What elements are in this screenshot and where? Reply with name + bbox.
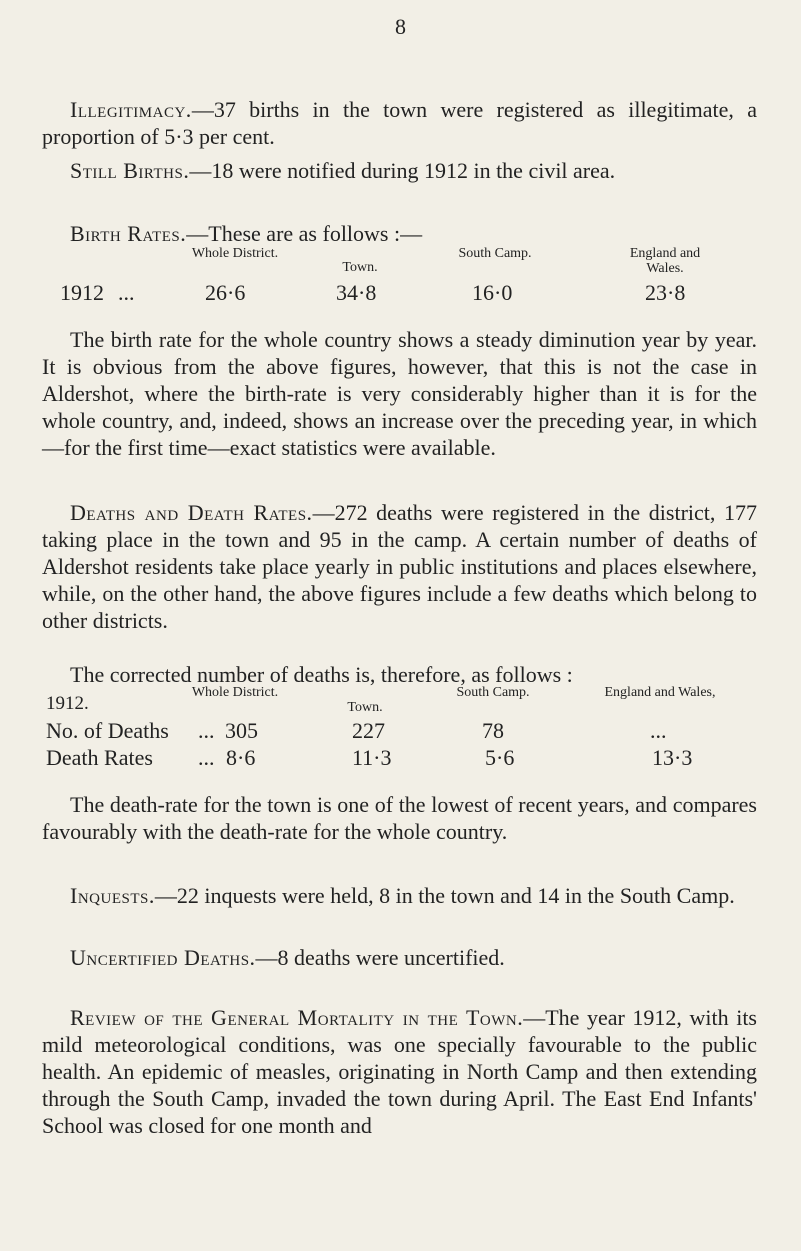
- deaths-paragraph: [42, 499, 757, 634]
- birth-col-whole-district: Whole District.: [191, 246, 279, 261]
- deaths-col-south-camp: South Camp.: [456, 685, 530, 700]
- birth-col-town: Town.: [342, 260, 378, 275]
- uncertified-heading: Uncertified Deaths.: [70, 945, 256, 970]
- review-text: —The year 1912, with its mild meteorological conditions, was one specially favourable to the public health. An epidemic of measles, originating in North Camp and then extending through the South Camp, invaded the town during April. The East End Infants' School was closed for one month and: [42, 1005, 757, 1138]
- birth-value-england-wales: 23·8: [645, 280, 686, 305]
- birth-rate-discussion: [42, 326, 757, 461]
- deaths-row-sep: ...: [198, 718, 215, 743]
- still-births-text: —18 were notified during 1912 in the civil area.: [189, 158, 616, 183]
- birth-col-england-wales: England and Wales.: [629, 246, 701, 276]
- illegitimacy-heading: Illegitimacy.: [70, 97, 192, 122]
- birth-row-label: 1912: [60, 280, 104, 305]
- illegitimacy-paragraph: [42, 96, 757, 150]
- deaths-value-south-camp: 78: [482, 718, 504, 743]
- birth-value-town: 34·8: [336, 280, 377, 305]
- birth-rates-intro: [42, 220, 757, 247]
- deaths-text: —272 deaths were registered in the district, 177 taking place in the town and 95 in the camp. A certain number of deaths of Aldershot residents take place yearly in public institutions and places elsewhere, while, on the other hand, the above figures include a few deaths which belong to other districts.: [42, 500, 757, 633]
- uncertified-paragraph: [42, 944, 757, 971]
- corrected-intro-text: The corrected number of deaths is, therefore, as follows :: [70, 662, 573, 687]
- deaths-row-label: No. of Deaths: [46, 718, 169, 743]
- deaths-value-whole-district: 305: [225, 718, 258, 743]
- death-rate-south-camp: 5·6: [485, 745, 515, 770]
- death-rate-town: 11·3: [352, 745, 392, 770]
- deaths-col-whole-district: Whole District.: [191, 685, 279, 700]
- death-rate-discussion: [42, 791, 757, 845]
- deaths-value-town: 227: [352, 718, 385, 743]
- inquests-text: —22 inquests were held, 8 in the town and 14 in the South Camp.: [154, 883, 735, 908]
- death-rate-whole-district: 8·6: [226, 745, 256, 770]
- deaths-heading: Deaths and Death Rates.: [70, 500, 313, 525]
- review-paragraph: [42, 1004, 757, 1139]
- illegitimacy-text: —37 births in the town were registered as illegitimate, a proportion of 5·3 per cent.: [42, 97, 757, 149]
- birth-value-whole-district: 26·6: [205, 280, 246, 305]
- death-rates-row-label: Death Rates: [46, 745, 153, 770]
- inquests-paragraph: [42, 882, 757, 909]
- death-rate-discussion-text: The death-rate for the town is one of the lowest of recent years, and compares favourably with the death-rate for the whole country.: [42, 792, 757, 844]
- birth-col-south-camp: South Camp.: [458, 246, 532, 261]
- death-rate-england-wales: 13·3: [652, 745, 693, 770]
- still-births-heading: Still Births.: [70, 158, 190, 183]
- page-number: 8: [395, 14, 406, 39]
- birth-rates-heading: Birth Rates.: [70, 221, 187, 246]
- deaths-col-england-wales: England and Wales,: [604, 685, 716, 700]
- corrected-intro: [42, 661, 757, 688]
- deaths-table-year: 1912.: [46, 693, 89, 714]
- birth-row-sep: ...: [118, 280, 135, 305]
- birth-rates-text: —These are as follows :—: [186, 221, 423, 246]
- inquests-heading: Inquests.: [70, 883, 155, 908]
- birth-rate-discussion-text: The birth rate for the whole country shows a steady diminution year by year. It is obvious from the above figures, however, that this is not the case in Aldershot, where the birth-rate is very considerably higher than it is for the whole country, and, indeed, shows an increase over the preceding year, in which—for the first time—exact statistics were available.: [42, 327, 757, 460]
- still-births-paragraph: [42, 157, 757, 184]
- birth-value-south-camp: 16·0: [472, 280, 513, 305]
- death-rates-row-sep: ...: [198, 745, 215, 770]
- uncertified-text: —8 deaths were uncertified.: [255, 945, 505, 970]
- deaths-value-england-wales: ...: [650, 718, 667, 743]
- review-heading: Review of the General Mortality in the Town.: [70, 1005, 524, 1030]
- deaths-col-town: Town.: [347, 700, 383, 715]
